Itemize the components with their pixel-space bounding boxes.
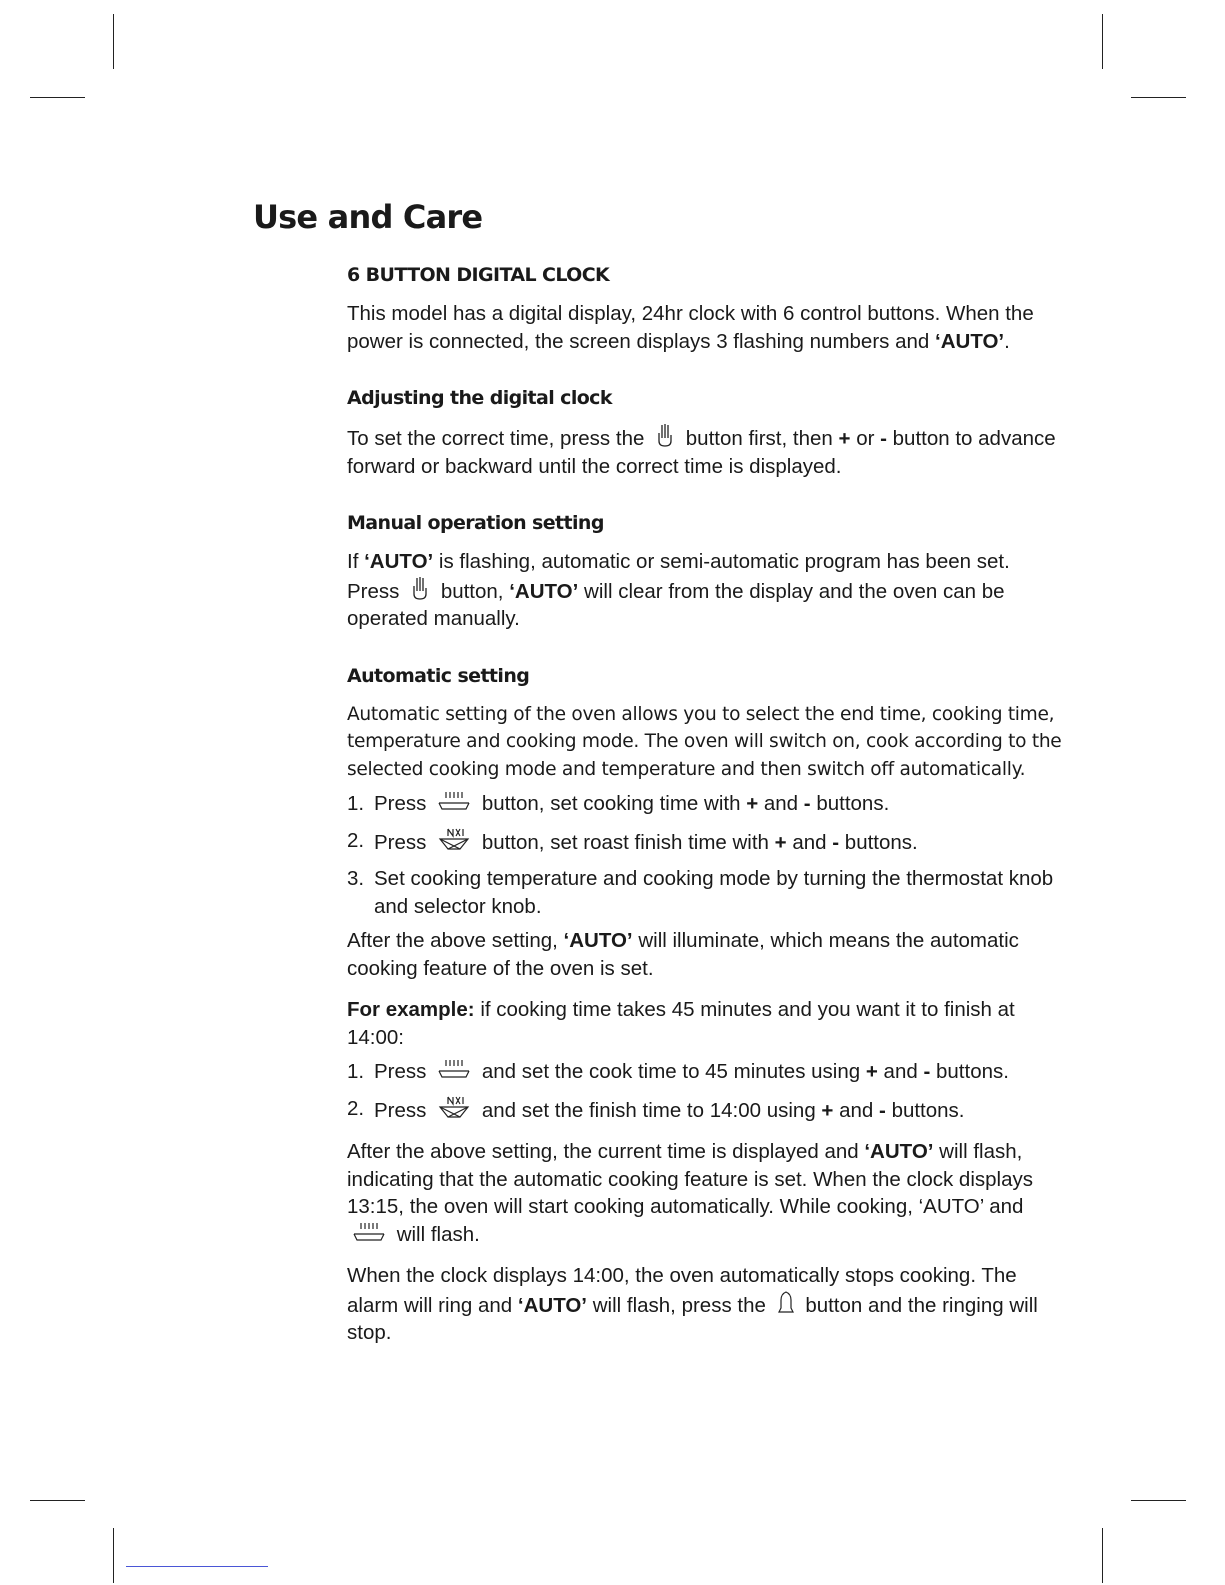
manual-text: will clear from the display and the oven can be operated manually. (347, 579, 1005, 630)
crop-mark (113, 1528, 114, 1583)
step-text: and set the finish time to 14:00 using (481, 1098, 816, 1122)
step-text: buttons. (844, 830, 918, 854)
plus-symbol: + (865, 1060, 878, 1083)
intro-text-end: . (1004, 329, 1010, 353)
section-title: 6 BUTTON DIGITAL CLOCK (347, 264, 610, 286)
auto-label: ‘AUTO’ (509, 579, 579, 603)
list-item (347, 827, 1067, 857)
after2-text: After the above setting, the current time is displayed and (347, 1140, 859, 1163)
auto-label: ‘AUTO’ (364, 550, 434, 573)
plus-symbol: + (821, 1098, 834, 1122)
crop-mark (1131, 1500, 1186, 1501)
adjusting-paragraph (347, 423, 1067, 480)
intro-paragraph (347, 300, 1067, 355)
automatic-paragraph: Automatic setting of the oven allows you to select the end time, cooking time, temperature and cooking mode. The oven will switch on, cook according to the selected cooking mode and temperature and then switch off automatically. (347, 703, 1062, 780)
manual-hand-icon (409, 576, 431, 602)
crop-mark (1102, 14, 1103, 69)
end-time-icon (436, 827, 472, 853)
after2-text: will flash, indicating that the automatic cooking feature is set. When the clock displays 13:15, the oven will start cooking automatically. While cooking, ‘AUTO’ and (347, 1140, 1033, 1218)
automatic-title: Automatic setting (347, 664, 530, 687)
manual-text: If (347, 550, 359, 573)
step-number: 1. (347, 792, 365, 815)
step-text: buttons. (891, 1098, 965, 1122)
step-number: 2. (347, 828, 365, 852)
example-text: if cooking time takes 45 minutes and you want it to finish at 14:00: (347, 998, 1015, 1049)
auto-label: ‘AUTO’ (864, 1140, 934, 1163)
auto-label: ‘AUTO’ (517, 1293, 588, 1317)
manual-text: button, (440, 579, 504, 603)
minus-symbol: - (832, 830, 840, 854)
adjusting-title: Adjusting the digital clock (347, 387, 612, 409)
example-steps (347, 1058, 1067, 1124)
step-text: Press (374, 792, 427, 815)
step-text: button, set roast finish time with (481, 830, 769, 854)
minus-symbol: - (803, 792, 811, 815)
cook-time-icon (436, 790, 472, 814)
after-text: will illuminate, which means the automatic cooking feature of the oven is set. (347, 929, 1019, 980)
crop-mark (30, 1500, 85, 1501)
after2-text: will flash. (396, 1222, 480, 1246)
after2-paragraph (347, 1138, 1067, 1248)
adjusting-text: button first, then (685, 427, 833, 450)
minus-symbol: - (923, 1060, 931, 1083)
step-text: and (839, 1098, 874, 1122)
auto-label: ‘AUTO’ (935, 329, 1005, 353)
after-text: After the above setting, (347, 929, 558, 952)
step-text: buttons. (816, 792, 890, 815)
step-text: buttons. (936, 1060, 1009, 1083)
automatic-steps (347, 790, 1067, 920)
manual-hand-icon (654, 423, 676, 449)
list-item (347, 1058, 1067, 1086)
crop-mark (113, 14, 114, 69)
plus-symbol: + (838, 427, 851, 450)
page-title: Use and Care (253, 198, 483, 236)
manual-text: is flashing, automatic or semi-automatic program has been set. Press (347, 550, 1010, 603)
bell-icon (776, 1290, 796, 1316)
step-text: and set the cook time to 45 minutes using (481, 1060, 861, 1083)
step-text: and (763, 792, 799, 815)
plus-symbol: + (774, 830, 787, 854)
step-text: Press (374, 1060, 427, 1083)
manual-content (347, 262, 1067, 1347)
minus-symbol: - (880, 427, 887, 450)
adjusting-text: To set the correct time, press the (347, 427, 645, 450)
crop-mark (30, 97, 85, 98)
example-label: For example: (347, 998, 475, 1021)
step-text: and (883, 1060, 918, 1083)
step-number: 3. (347, 867, 365, 890)
plus-symbol: + (746, 792, 759, 815)
step-text: button, set cooking time with (481, 792, 741, 815)
step-text: and (792, 830, 827, 854)
adjusting-text: button to advance forward or backward until the correct time is displayed. (347, 427, 1056, 478)
step-text: Press (374, 1098, 427, 1122)
minus-symbol: - (879, 1098, 886, 1122)
final-paragraph (347, 1262, 1067, 1347)
example-paragraph (347, 996, 1067, 1051)
list-item (347, 1095, 1067, 1125)
final-text: When the clock displays 14:00, the oven automatically stops cooking. The alarm will ring and (347, 1264, 1017, 1317)
crop-mark (1131, 97, 1186, 98)
end-time-icon (436, 1095, 472, 1121)
final-text: will flash, press the (592, 1293, 766, 1317)
crop-mark (1102, 1528, 1103, 1583)
auto-label: ‘AUTO’ (563, 929, 633, 952)
manual-paragraph (347, 548, 1067, 633)
final-text: button and the ringing will stop. (347, 1293, 1038, 1344)
cook-time-icon (351, 1221, 387, 1245)
step-text: Press (374, 830, 427, 854)
step-number: 1. (347, 1060, 365, 1083)
list-item (347, 790, 1067, 818)
step-text: Set cooking temperature and cooking mode by turning the thermostat knob and selector knob. (374, 867, 1054, 918)
bottom-rule (126, 1566, 268, 1567)
intro-text: This model has a digital display, 24hr clock with 6 control buttons. When the power is connected, the screen displays 3 flashing numbers and (347, 302, 1034, 353)
adjusting-text: or (856, 427, 875, 450)
cook-time-icon (436, 1058, 472, 1082)
step-number: 2. (347, 1096, 365, 1120)
manual-title: Manual operation setting (347, 512, 604, 534)
after-paragraph (347, 927, 1067, 982)
list-item (347, 865, 1067, 920)
